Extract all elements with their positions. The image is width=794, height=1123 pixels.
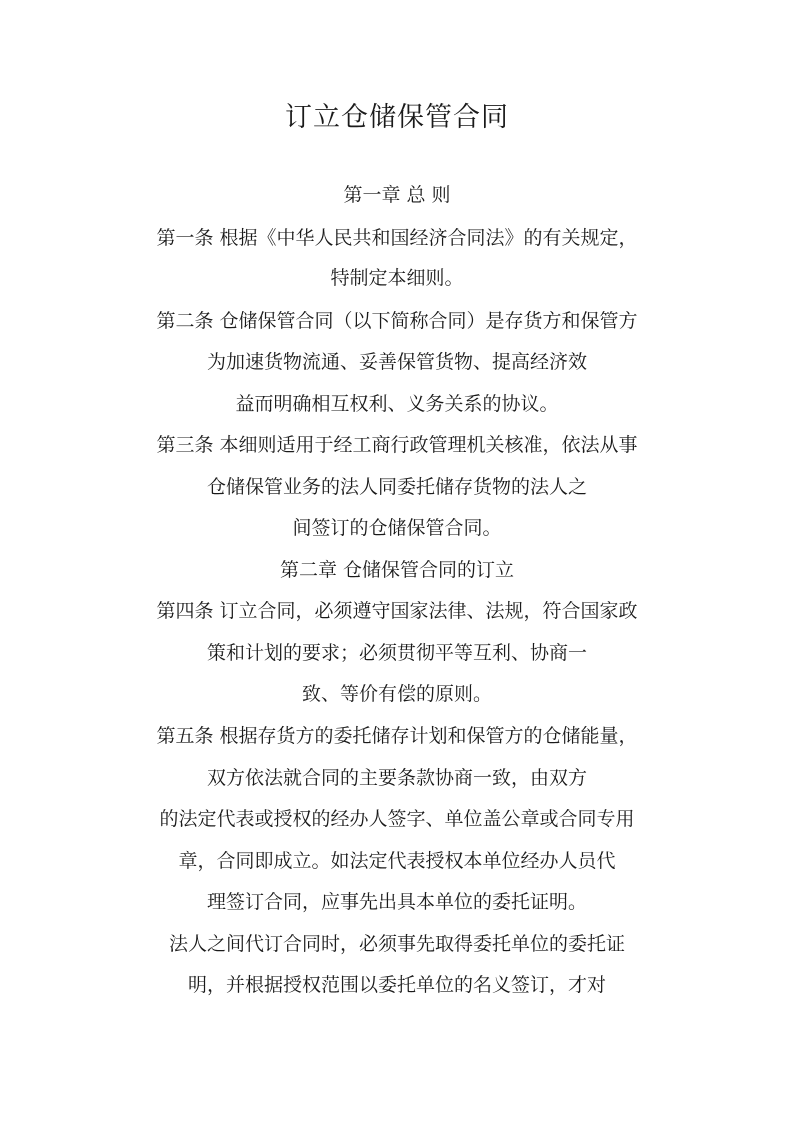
article-3-line-3: 间签订的仓储保管合同。 [292,517,502,539]
article-5-line-7: 明，并根据授权范围以委托单位的名义签订，才对 [187,974,606,996]
article-4-line-1: 第四条 订立合同，必须遵守国家法律、法规，符合国家政 [156,600,638,622]
article-4-line-2: 策和计划的要求；必须贯彻平等互利、协商一 [206,642,587,664]
chapter-2-heading: 第二章 仓储保管合同的订立 [279,559,515,581]
article-5-line-4: 章，合同即成立。如法定代表授权本单位经办人员代 [178,850,616,872]
article-3-line-1: 第三条 本细则适用于经工商行政管理机关核准，依法从事 [156,434,638,456]
article-5-line-2: 双方依法就合同的主要条款协商一致，由双方 [206,767,587,789]
article-5-line-6: 法人之间代订合同时，必须事先取得委托单位的委托证 [168,933,625,955]
document-title: 订立仓储保管合同 [285,102,509,133]
chapter-1-heading: 第一章 总 则 [343,184,451,206]
article-4-line-3: 致、等价有偿的原则。 [301,683,492,705]
article-2-line-3: 益而明确相互权利、义务关系的协议。 [235,393,559,415]
article-1-line-2: 特制定本细则。 [330,267,464,289]
article-5-line-1: 第五条 根据存货方的委托储存计划和保管方的仓储能量， [156,725,638,747]
article-2-line-2: 为加速货物流通、妥善保管货物、提高经济效 [206,351,587,373]
article-5-line-3: 的法定代表或授权的经办人签字、单位盖公章或合同专用 [159,808,635,830]
article-1-line-1: 第一条 根据《中华人民共和国经济合同法》的有关规定， [156,227,638,249]
article-2-line-1: 第二条 仓储保管合同（以下简称合同）是存货方和保管方 [156,310,638,332]
article-5-line-5: 理签订合同，应事先出具本单位的委托证明。 [206,891,587,913]
article-3-line-2: 仓储保管业务的法人同委托储存货物的法人之 [206,476,587,498]
